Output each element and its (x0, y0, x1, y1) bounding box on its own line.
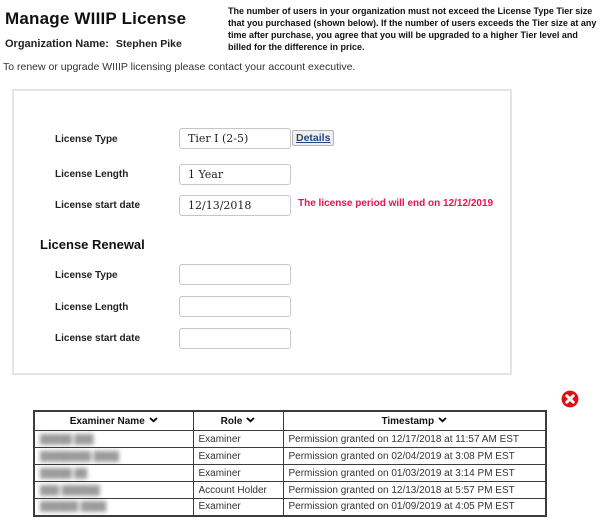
redacted-name: ██████ ████ (40, 501, 107, 512)
tier-warning-text: The number of users in your organization must not exceed the License Type Tier size that you purchased (shown below). If the number of users exceeds the Tier size at any time after purchase, you agree that you will be upgraded to a higher Tier level and billed for the difference in price. (228, 6, 597, 52)
renewal-license-start-date-label: License start date (55, 333, 141, 344)
close-icon (561, 390, 579, 408)
license-end-note: The license period will end on 12/12/2019 (298, 198, 494, 209)
license-length-label: License Length (55, 169, 129, 180)
redacted-name: ███ ██████ (40, 484, 100, 495)
organization-name-label: Organization Name: (5, 38, 109, 50)
examiner-name-cell (34, 465, 193, 482)
close-button[interactable] (561, 390, 579, 408)
header-timestamp[interactable]: Timestamp (283, 411, 546, 431)
license-type-input[interactable] (179, 128, 291, 149)
header-examiner-name[interactable]: Examiner Name (34, 411, 193, 431)
redacted-name: █████ ██ (40, 467, 88, 478)
chevron-down-icon (246, 417, 255, 423)
table-row (34, 448, 546, 465)
table-header-row (34, 411, 546, 431)
table-row (34, 465, 546, 482)
license-start-date-input[interactable] (179, 195, 291, 216)
renewal-license-type-input[interactable] (179, 264, 291, 285)
role-cell: Account Holder (193, 482, 283, 499)
timestamp-cell: Permission granted on 02/04/2019 at 3:08 PM EST (283, 448, 546, 465)
renewal-license-start-date-input[interactable] (179, 328, 291, 349)
renewal-license-type-label: License Type (55, 270, 118, 281)
redacted-name: █████ ███ (40, 433, 94, 444)
details-link[interactable]: Details (292, 130, 334, 146)
organization-name-value: Stephen Pike (115, 38, 182, 50)
examiner-name-cell (34, 482, 193, 499)
table-row (34, 499, 546, 516)
timestamp-cell: Permission granted on 12/17/2018 at 11:57 AM EST (283, 431, 546, 448)
page-title: Manage WIIIP License (5, 9, 187, 28)
examiner-permissions-table (33, 410, 547, 517)
chevron-down-icon (438, 417, 447, 423)
timestamp-cell: Permission granted on 01/09/2019 at 4:05 PM EST (283, 499, 546, 516)
redacted-name: ████████ ████ (40, 450, 120, 461)
license-renewal-heading: License Renewal (40, 237, 145, 252)
renewal-license-length-label: License Length (55, 302, 129, 313)
license-length-input[interactable] (179, 164, 291, 185)
timestamp-cell: Permission granted on 01/03/2019 at 3:14 PM EST (283, 465, 546, 482)
renewal-license-length-input[interactable] (179, 296, 291, 317)
header-role[interactable]: Role (193, 411, 283, 431)
examiner-name-cell (34, 499, 193, 516)
chevron-down-icon (149, 417, 158, 423)
contact-note: To renew or upgrade WIIIP licensing please contact your account executive. (3, 61, 356, 73)
table-row (34, 431, 546, 448)
examiner-name-cell (34, 448, 193, 465)
role-cell: Examiner (193, 448, 283, 465)
role-cell: Examiner (193, 499, 283, 516)
license-start-date-label: License start date (55, 200, 141, 211)
role-cell: Examiner (193, 431, 283, 448)
license-type-label: License Type (55, 134, 118, 145)
examiner-name-cell (34, 431, 193, 448)
timestamp-cell: Permission granted on 12/13/2018 at 5:57 PM EST (283, 482, 546, 499)
organization-name-row (5, 38, 182, 50)
role-cell: Examiner (193, 465, 283, 482)
table-row (34, 482, 546, 499)
